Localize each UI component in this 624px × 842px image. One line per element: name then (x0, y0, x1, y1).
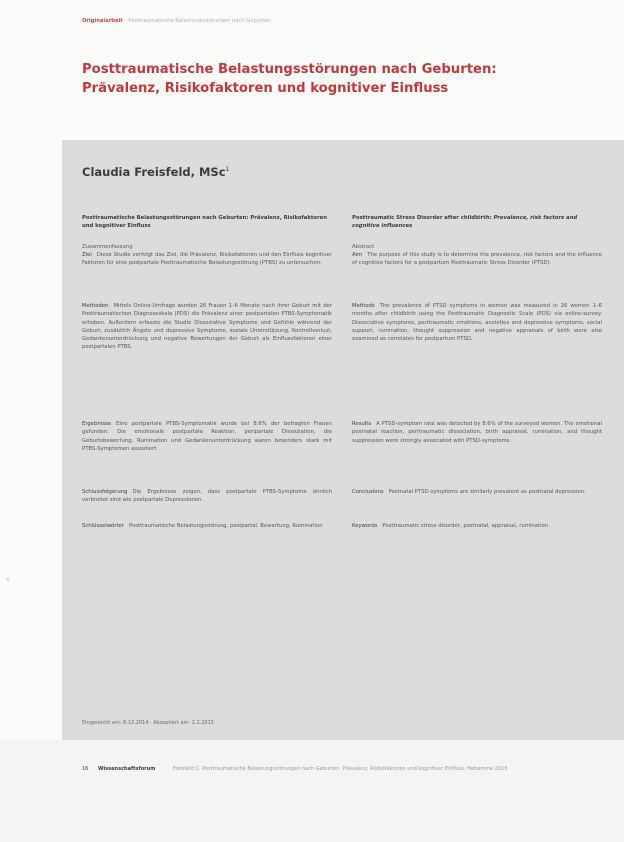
author-affiliation-mark: 1 (225, 166, 230, 174)
german-abstract-title: Posttraumatische Belastungsstörungen nach Geburten: Prävalenz, Risikofaktoren und kognitiver Einfluss (82, 215, 328, 229)
english-results-paragraph (352, 420, 602, 445)
running-head (82, 18, 602, 24)
english-title-italic: Prevalence, risk factors and cognitive influences (352, 215, 578, 229)
article-title-line2: Prävalenz, Risikofaktoren und kognitiver Einfluss (82, 81, 449, 96)
german-methods-label: Methoden (82, 303, 109, 309)
running-head-section: Originalarbeit (82, 18, 123, 24)
english-aim-block (352, 244, 602, 268)
german-abstract-column (82, 214, 332, 529)
english-results-block (352, 420, 602, 445)
footer-citation: Freisfeld C. Posttraumatische Belastungsstörungen nach Geburten: Prävalenz, Risikofaktoren und kognitiver Einfluss. Hebamme 2015 (172, 766, 508, 772)
german-methods-paragraph (82, 302, 332, 352)
journal-name: Wissenschaftsforum (97, 766, 156, 772)
english-keywords-text: Posttraumatic stress disorder, postnatal, appraisal, rumination (382, 523, 549, 529)
german-summary-heading: Zusammenfassung (82, 244, 133, 250)
english-methods-label: Methods (352, 303, 375, 309)
author (82, 165, 229, 179)
english-methods-text: The prevalence of PTSD symptoms in women was measured in 26 women 1–6 months after childbirth using the Posttraumatic Diagnostic Scale (PDS) via online-survey. Dissociative symptoms, peritraumatic emotions, anxieties and depressive symptoms, social support, rumination, thought suppression and negative appraisals of birth were also examined as correlates for postpartum PTSD. (352, 303, 602, 343)
german-conclusion-label: Schlussfolgerung (82, 489, 128, 495)
english-conclusions-text: Postnatal PTSD symptoms are similarly prevalent as postnatal depression. (388, 489, 586, 495)
english-title-regular: Posttraumatic Stress Disorder after childbirth: (352, 215, 494, 221)
english-abstract-column (352, 214, 602, 529)
german-aim-block (82, 244, 332, 268)
english-aim-label: Aim (352, 252, 363, 258)
page-number: 16 (82, 766, 89, 772)
german-results-paragraph (82, 420, 332, 453)
english-aim-text: The purpose of this study is to determine the prevalence, risk factors and the influence of cognitive factors for a postpartum Posttraumatic Stress Disorder (PTSD). (352, 252, 602, 267)
english-conclusions-label: Conclusions (352, 489, 384, 495)
english-results-label: Results (352, 421, 372, 427)
author-name: Claudia Freisfeld, MSc (82, 165, 226, 179)
english-methods-paragraph (352, 302, 602, 343)
german-keywords-paragraph (82, 522, 332, 530)
german-conclusion-text: Die Ergebnisse zeigen, dass postpartale PTBS-Symptome ähnlich verbreitet sind wie postpartale Depressionen. (82, 489, 332, 504)
article-title (82, 60, 582, 98)
article-title-line1: Posttraumatische Belastungsstörungen nach Geburten: (82, 62, 497, 77)
english-keywords-block (352, 522, 602, 530)
english-keywords-paragraph (352, 522, 602, 530)
submission-footnote: Eingereicht am: 8.12.2014 · Akzeptiert am: 2.2.2015 (82, 720, 214, 726)
margin-mark: x (6, 576, 10, 583)
english-conclusions-paragraph (352, 488, 602, 496)
german-aim-paragraph (82, 251, 332, 268)
german-conclusion-block (82, 488, 332, 505)
running-head-text: Posttraumatische Belastungsstörungen nach Geburten (128, 18, 271, 24)
english-results-text: A PTSD-symptom rate was detected by 8.6% of the surveyed women. The emotional postnatal reaction, peritraumatic dissociation, birth appraisal, rumination, and thought suppression were strongly associated with PTSD-symptoms. (352, 421, 602, 444)
german-results-text: Eine postpartale PTBS-Symptomatik wurde bei 8,6% der befragten Frauen gefunden. Die emotionale postpartale Reaktion, peripartale Dissoziation, die Geburtsbewertung, Rumination und Gedankenunterdrückung waren besonders stark mit PTBS-Symptomen assoziiert. (82, 421, 332, 452)
english-conclusions-block (352, 488, 602, 496)
german-keywords-text: Posttraumatische Belastungsstörung, postpartal, Bewertung, Rumination (128, 523, 323, 529)
german-aim-label: Ziel (82, 252, 92, 258)
english-keywords-label: Keywords (352, 523, 378, 529)
german-keywords-block (82, 522, 332, 530)
page-footer (82, 766, 602, 772)
german-conclusion-paragraph (82, 488, 332, 505)
german-results-block (82, 420, 332, 453)
english-abstract-heading: Abstract (352, 244, 375, 250)
left-margin-strip (0, 140, 62, 740)
german-keywords-label: Schlüsselwörter (82, 523, 124, 529)
english-aim-paragraph (352, 251, 602, 268)
german-aim-text: Diese Studie verfolgt das Ziel, die Prävalenz, Risikofaktoren und den Einfluss kognitiver Faktoren für eine postpartale Posttraumatische Belastungsstörung (PTBS) zu untersuchen. (82, 252, 332, 267)
german-results-label: Ergebnisse (82, 421, 112, 427)
german-methods-block (82, 302, 332, 352)
english-abstract-title (352, 214, 602, 230)
english-methods-block (352, 302, 602, 343)
german-methods-text: Mittels Online-Umfrage wurden 26 Frauen 1–6 Monate nach ihrer Geburt mit der Posttraumatischen Diagnoseskala (PDS) die Prävalenz einer postpartalen PTBS-Symptomatik erhoben. Außerdem erfasste die Studie Dissoziative Symptome und Gefühle während der Geburt, zusätzlich Ängste und depressive Symptome, soziale Unterstützung, Kontrollverlust, Gedankenunterdrückung und negative Bewertungen der Geburt als Einflussfaktoren einer postpartalen PTBS. (82, 303, 332, 351)
